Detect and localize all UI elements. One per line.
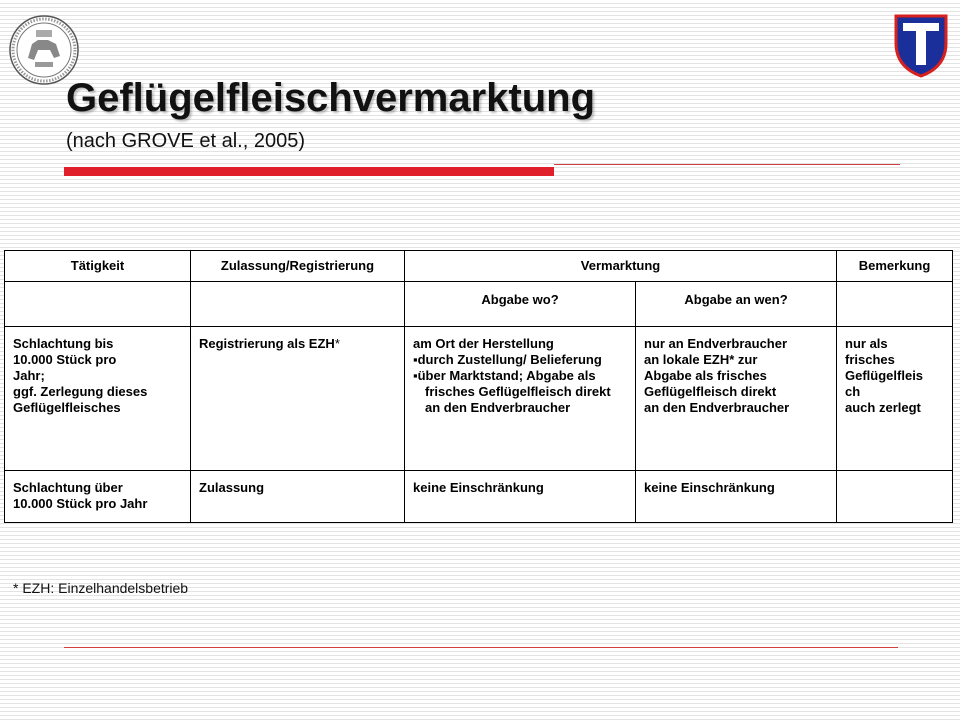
cell-taetigkeit — [5, 327, 191, 471]
header-zulassung: Zulassung/Registrierung — [191, 251, 405, 282]
cell-line: nur an Endverbraucher — [644, 336, 788, 351]
cell-text: Registrierung als EZH — [199, 336, 335, 351]
cell-line: nur als — [845, 336, 888, 351]
cell-line: Geflügelfleisches — [13, 400, 121, 415]
cell-abgabe-an-wen — [636, 327, 837, 471]
bullet-text: über Marktstand; Abgabe als frisches Geflügelfleisch direkt an den Endverbraucher — [417, 368, 611, 415]
cell-zulassung: Zulassung — [191, 471, 405, 523]
cell-line: 10.000 Stück pro Jahr — [13, 496, 148, 511]
cell-line: auch zerlegt — [845, 400, 921, 415]
table-subheader-row — [5, 282, 953, 327]
header-taetigkeit: Tätigkeit — [5, 251, 191, 282]
title-divider-line — [554, 164, 900, 165]
cell-abgabe-an-wen: keine Einschränkung — [636, 471, 837, 523]
list-item: ▪über Marktstand; Abgabe als frisches Geflügelfleisch direkt an den Endverbraucher — [413, 368, 611, 415]
table-row — [5, 471, 953, 523]
list-item: ▪durch Zustellung/ Belieferung — [413, 352, 602, 367]
cell-line: Geflügelfleis — [845, 368, 924, 383]
cell-line: Schlachtung über — [13, 480, 123, 495]
header-bemerkung: Bemerkung — [837, 251, 953, 282]
cell-bemerkung — [837, 471, 953, 523]
subheader-empty — [5, 282, 191, 327]
footnote-marker: * — [334, 336, 340, 351]
cell-line: frisches — [845, 352, 895, 367]
subheader-empty — [837, 282, 953, 327]
cell-line: Jahr; — [13, 368, 45, 383]
table-row — [5, 327, 953, 471]
cell-line: Schlachtung bis — [13, 336, 114, 351]
cell-line: am Ort der Herstellung — [413, 336, 554, 351]
cell-zulassung — [191, 327, 405, 471]
cell-abgabe-wo: keine Einschränkung — [405, 471, 636, 523]
subheader-abgabe-wo: Abgabe wo? — [405, 282, 636, 327]
bullet-text: durch Zustellung/ Belieferung — [417, 352, 602, 367]
cell-taetigkeit — [5, 471, 191, 523]
page-title: Geflügelfleischvermarktung — [66, 76, 596, 120]
cell-line: an den Endverbraucher — [644, 400, 790, 415]
cell-line: 10.000 Stück pro — [13, 352, 117, 367]
cell-abgabe-wo — [405, 327, 636, 471]
header-vermarktung: Vermarktung — [405, 251, 837, 282]
cell-line: an lokale EZH* zur — [644, 352, 758, 367]
cell-line: ch — [845, 384, 861, 399]
table-header-row — [5, 251, 953, 282]
title-underline-bar — [64, 167, 554, 176]
cell-bemerkung — [837, 327, 953, 471]
page-subtitle: (nach GROVE et al., 2005) — [66, 130, 306, 152]
shield-crest-icon — [893, 13, 949, 79]
cell-line: Geflügelfleisch direkt — [644, 384, 777, 399]
footer-divider-line — [64, 647, 898, 648]
cell-line: Abgabe als frisches — [644, 368, 767, 383]
subheader-abgabe-an-wen: Abgabe an wen? — [636, 282, 837, 327]
marketing-table — [4, 250, 953, 523]
footnote: * EZH: Einzelhandelsbetrieb — [13, 580, 189, 596]
subheader-empty — [191, 282, 405, 327]
cell-line: ggf. Zerlegung dieses — [13, 384, 148, 399]
